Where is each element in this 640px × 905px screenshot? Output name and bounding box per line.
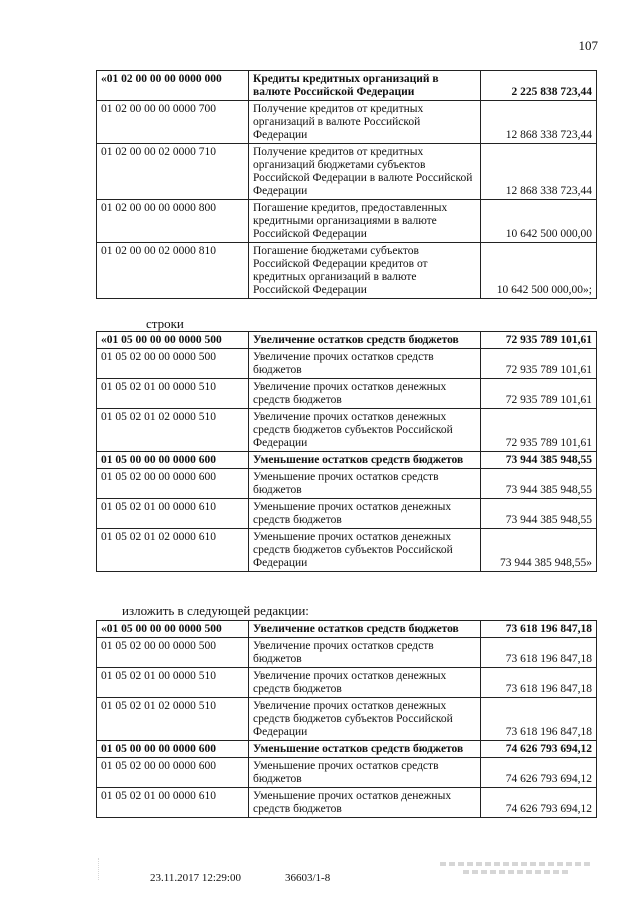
row-code: 01 05 02 01 02 0000 610 (97, 529, 249, 572)
row-code: 01 02 00 00 00 0000 700 (97, 101, 249, 144)
row-name: Увеличение остатков средств бюджетов (249, 621, 481, 638)
row-amount: 74 626 793 694,12 (481, 741, 597, 758)
row-name: Уменьшение прочих остатков денежных средств бюджетов (249, 788, 481, 818)
row-amount: 72 935 789 101,61 (481, 379, 597, 409)
table-row (97, 71, 597, 101)
table-row (97, 758, 597, 788)
row-code: 01 05 00 00 00 0000 600 (97, 741, 249, 758)
row-amount: 73 944 385 948,55 (481, 452, 597, 469)
intro-rows-label: строки (146, 316, 184, 331)
table-row (97, 379, 597, 409)
row-name: Уменьшение прочих остатков денежных средств бюджетов (249, 499, 481, 529)
row-amount: 10 642 500 000,00»; (481, 243, 597, 299)
row-code: 01 05 02 00 00 0000 600 (97, 758, 249, 788)
row-name: Увеличение прочих остатков средств бюджетов (249, 349, 481, 379)
table2-block (96, 331, 596, 572)
row-name: Уменьшение прочих остатков денежных средств бюджетов субъектов Российской Федерации (249, 529, 481, 572)
row-name: Уменьшение остатков средств бюджетов (249, 741, 481, 758)
table-row (97, 243, 597, 299)
row-amount: 2 225 838 723,44 (481, 71, 597, 101)
row-code: 01 05 02 00 00 0000 600 (97, 469, 249, 499)
row-code: 01 05 02 00 00 0000 500 (97, 349, 249, 379)
row-amount: 10 642 500 000,00 (481, 200, 597, 243)
row-name: Погашение бюджетами субъектов Российской Федерации кредитов от кредитных организаций в валюте Российской Федерации (249, 243, 481, 299)
row-code: 01 05 00 00 00 0000 600 (97, 452, 249, 469)
row-code: «01 05 00 00 00 0000 500 (97, 332, 249, 349)
new-balances-table (96, 620, 597, 818)
table-row (97, 101, 597, 144)
row-name: Увеличение прочих остатков средств бюджетов (249, 638, 481, 668)
row-amount: 72 935 789 101,61 (481, 409, 597, 452)
row-name: Увеличение прочих остатков денежных средств бюджетов (249, 668, 481, 698)
table-row (97, 200, 597, 243)
table-row (97, 469, 597, 499)
table-row (97, 638, 597, 668)
table-row (97, 741, 597, 758)
row-code: 01 05 02 01 00 0000 510 (97, 668, 249, 698)
table-row (97, 349, 597, 379)
row-name: Увеличение остатков средств бюджетов (249, 332, 481, 349)
table-row (97, 668, 597, 698)
row-code: 01 05 02 01 00 0000 610 (97, 788, 249, 818)
row-amount: 73 618 196 847,18 (481, 698, 597, 741)
row-name: Получение кредитов от кредитных организаций бюджетами субъектов Российской Федерации в валюте Российской Федерации (249, 144, 481, 200)
row-amount: 74 626 793 694,12 (481, 788, 597, 818)
row-code: «01 02 00 00 00 0000 000 (97, 71, 249, 101)
row-amount: 73 944 385 948,55 (481, 499, 597, 529)
row-name: Кредиты кредитных организаций в валюте Российской Федерации (249, 71, 481, 101)
row-code: 01 05 02 01 00 0000 510 (97, 379, 249, 409)
row-code: 01 05 02 01 02 0000 510 (97, 698, 249, 741)
row-name: Увеличение прочих остатков денежных средств бюджетов субъектов Российской Федерации (249, 409, 481, 452)
faded-stamp (440, 858, 590, 886)
footer-timestamp: 23.11.2017 12:29:00 (150, 872, 241, 884)
row-amount: 12 868 338 723,44 (481, 101, 597, 144)
table-row (97, 409, 597, 452)
table-row (97, 499, 597, 529)
row-name: Увеличение прочих остатков денежных средств бюджетов (249, 379, 481, 409)
table-row (97, 529, 597, 572)
table1-block (96, 70, 596, 299)
credits-table (96, 70, 597, 299)
row-name: Уменьшение прочих остатков средств бюджетов (249, 758, 481, 788)
table-row (97, 621, 597, 638)
row-amount: 73 618 196 847,18 (481, 638, 597, 668)
row-name: Уменьшение остатков средств бюджетов (249, 452, 481, 469)
intro-new-edition: изложить в следующей редакции: (122, 603, 309, 618)
footer-doc-id: 36603/1-8 (285, 872, 331, 884)
row-amount: 74 626 793 694,12 (481, 758, 597, 788)
row-code: 01 02 00 00 00 0000 800 (97, 200, 249, 243)
table-row (97, 452, 597, 469)
row-name: Увеличение прочих остатков денежных средств бюджетов субъектов Российской Федерации (249, 698, 481, 741)
table-row (97, 698, 597, 741)
table-row (97, 144, 597, 200)
row-code: 01 05 02 01 02 0000 510 (97, 409, 249, 452)
table-row (97, 788, 597, 818)
old-balances-table (96, 331, 597, 572)
row-name: Погашение кредитов, предоставленных кредитными организациями в валюте Российской Федерации (249, 200, 481, 243)
row-amount: 73 618 196 847,18 (481, 621, 597, 638)
row-code: 01 02 00 00 02 0000 710 (97, 144, 249, 200)
row-code: «01 05 00 00 00 0000 500 (97, 621, 249, 638)
row-amount: 73 618 196 847,18 (481, 668, 597, 698)
row-name: Уменьшение прочих остатков средств бюджетов (249, 469, 481, 499)
page-number: 107 (578, 38, 598, 53)
row-amount: 73 944 385 948,55» (481, 529, 597, 572)
row-code: 01 02 00 00 02 0000 810 (97, 243, 249, 299)
row-amount: 72 935 789 101,61 (481, 332, 597, 349)
table3-block (96, 620, 596, 818)
scan-mark (98, 858, 117, 880)
row-amount: 72 935 789 101,61 (481, 349, 597, 379)
row-code: 01 05 02 00 00 0000 500 (97, 638, 249, 668)
row-amount: 73 944 385 948,55 (481, 469, 597, 499)
row-name: Получение кредитов от кредитных организаций в валюте Российской Федерации (249, 101, 481, 144)
table-row (97, 332, 597, 349)
row-amount: 12 868 338 723,44 (481, 144, 597, 200)
row-code: 01 05 02 01 00 0000 610 (97, 499, 249, 529)
